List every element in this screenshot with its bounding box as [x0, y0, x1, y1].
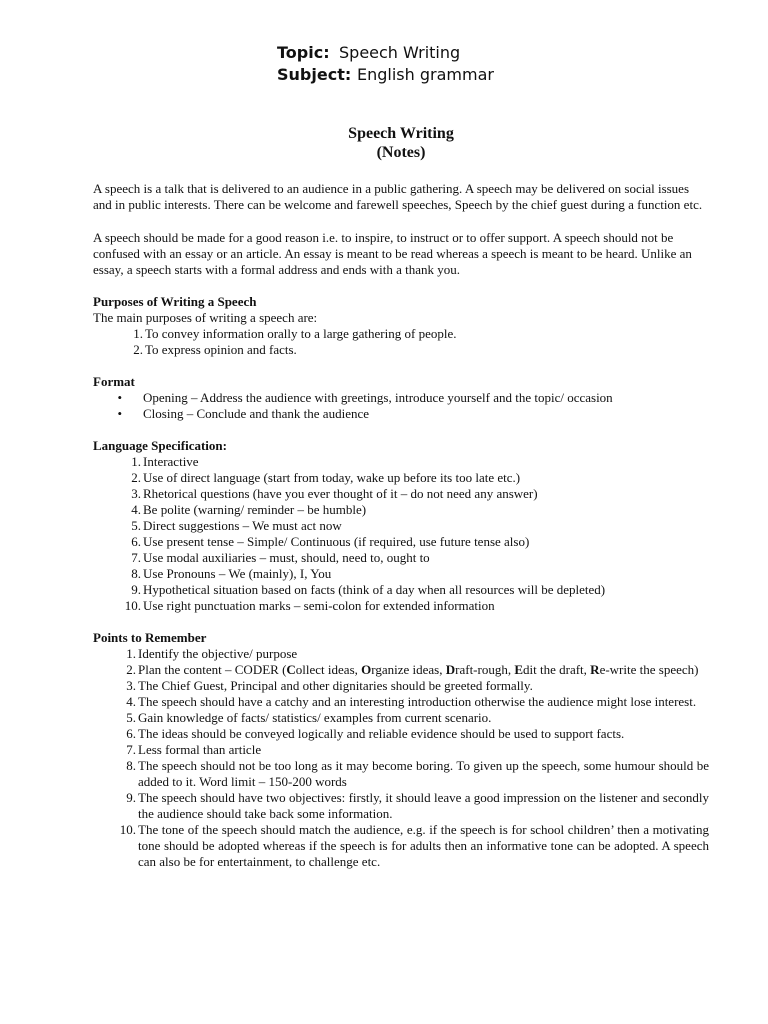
- list-item: [93, 662, 709, 678]
- document-header: [277, 42, 494, 86]
- topic-value: Speech Writing: [339, 43, 461, 62]
- list-text: Use right punctuation marks – semi-colon for extended information: [143, 598, 495, 613]
- list-number: 5.: [131, 518, 141, 533]
- list-item: [93, 758, 709, 790]
- intro-paragraph-2: A speech should be made for a good reason i.e. to inspire, to instruct or to offer support. A speech should not be confused with an essay or an article. An essay is meant to be read whereas a speech is meant to be heard. Unlike an essay, a speech starts with a formal address and ends with a thank you.: [93, 230, 692, 277]
- list-text: The speech should have a catchy and an interesting introduction otherwise the audience might lose interest.: [138, 694, 697, 709]
- list-item: [93, 646, 709, 662]
- page-subtitle: (Notes): [376, 144, 426, 161]
- subject-row: [277, 64, 494, 86]
- purposes-list: [93, 326, 709, 358]
- list-text: Use Pronouns – We (mainly), I, You: [143, 566, 332, 581]
- list-text: Be polite (warning/ reminder – be humble): [143, 502, 367, 517]
- list-text: The tone of the speech should match the audience, e.g. if the speech is for school children’ then a motivating tone should be adopted whereas if the speech is for adults then an informative tone can be adopted. A speech can also be for entertainment, to challenge etc.: [138, 822, 709, 869]
- list-item: [93, 486, 709, 502]
- coder-letter-e: E: [514, 662, 524, 677]
- document-body: [93, 124, 709, 870]
- list-number: 7.: [131, 550, 141, 565]
- list-number: 10.: [119, 822, 136, 837]
- list-text: Interactive: [143, 454, 199, 469]
- list-text: The Chief Guest, Principal and other dignitaries should be greeted formally.: [138, 678, 533, 693]
- points-list: [93, 646, 709, 870]
- list-number: 6.: [131, 534, 141, 549]
- coder-word: e-write the speech): [599, 662, 699, 677]
- list-number: 4.: [131, 502, 141, 517]
- coder-letter-r: R: [590, 662, 600, 677]
- coder-word: rganize ideas,: [371, 662, 446, 677]
- list-number: 2.: [131, 470, 141, 485]
- subject-label: Subject:: [277, 65, 352, 84]
- list-text: Use modal auxiliaries – must, should, need to, ought to: [143, 550, 430, 565]
- list-number: 2.: [133, 342, 143, 357]
- list-item: [93, 454, 709, 470]
- list-item: [93, 390, 709, 406]
- list-item: [93, 790, 709, 822]
- points-heading: Points to Remember: [93, 630, 207, 645]
- list-item: [93, 470, 709, 486]
- coder-prefix: Plan the content – CODER (: [138, 662, 287, 677]
- list-number: 3.: [131, 486, 141, 501]
- language-list: [93, 454, 709, 614]
- list-text: Less formal than article: [138, 742, 262, 757]
- list-text: Use of direct language (start from today, wake up before its too late etc.): [143, 470, 521, 485]
- list-text: The ideas should be conveyed logically and reliable evidence should be used to support facts.: [138, 726, 625, 741]
- list-number: 2.: [126, 662, 136, 677]
- list-text: Direct suggestions – We must act now: [143, 518, 342, 533]
- list-item: [93, 342, 709, 358]
- purposes-lead: The main purposes of writing a speech are:: [93, 310, 318, 325]
- list-text: To express opinion and facts.: [145, 342, 297, 357]
- list-number: 8.: [131, 566, 141, 581]
- coder-letter-o: O: [361, 662, 372, 677]
- list-text: Identify the objective/ purpose: [138, 646, 298, 661]
- list-item: [93, 534, 709, 550]
- list-item: [93, 582, 709, 598]
- bullet-icon: •: [117, 390, 122, 405]
- list-number: 9.: [126, 790, 136, 805]
- list-number: 1.: [131, 454, 141, 469]
- purposes-heading: Purposes of Writing a Speech: [93, 294, 257, 309]
- list-item: [93, 694, 709, 710]
- list-number: 1.: [133, 326, 143, 341]
- list-text: Closing – Conclude and thank the audience: [143, 406, 370, 421]
- list-item: [93, 678, 709, 694]
- list-number: 10.: [124, 598, 141, 613]
- list-item: [93, 566, 709, 582]
- page-title: Speech Writing: [348, 125, 454, 142]
- list-text: To convey information orally to a large gathering of people.: [145, 326, 457, 341]
- coder-word: raft-rough,: [455, 662, 515, 677]
- format-list: [93, 390, 709, 422]
- list-number: 9.: [131, 582, 141, 597]
- intro-paragraph-1: A speech is a talk that is delivered to an audience in a public gathering. A speech may be delivered on social issues and in public interests. There can be welcome and farewell speeches, Speech by the chief guest during a function etc.: [93, 181, 703, 212]
- list-number: 4.: [126, 694, 136, 709]
- list-text: Gain knowledge of facts/ statistics/ examples from current scenario.: [138, 710, 492, 725]
- list-number: 7.: [126, 742, 136, 757]
- coder-letter-c: C: [286, 662, 296, 677]
- list-number: 3.: [126, 678, 136, 693]
- list-text: The speech should have two objectives: firstly, it should leave a good impression on the listener and secondly the audience should take back some information.: [138, 790, 709, 821]
- list-text: The speech should not be too long as it may become boring. To given up the speech, some humour should be added to it. Word limit – 150-200 words: [138, 758, 709, 789]
- coder-word: ollect ideas,: [295, 662, 362, 677]
- coder-word: dit the draft,: [523, 662, 591, 677]
- list-item: [93, 518, 709, 534]
- bullet-icon: •: [117, 406, 122, 421]
- list-item: [93, 326, 709, 342]
- list-item: [93, 550, 709, 566]
- list-number: 5.: [126, 710, 136, 725]
- list-text: Hypothetical situation based on facts (think of a day when all resources will be depleted): [143, 582, 606, 597]
- topic-label: Topic:: [277, 43, 330, 62]
- list-text: Use present tense – Simple/ Continuous (if required, use future tense also): [143, 534, 530, 549]
- list-number: 8.: [126, 758, 136, 773]
- list-item: [93, 598, 709, 614]
- list-number: 6.: [126, 726, 136, 741]
- list-item: [93, 822, 709, 870]
- list-item: [93, 742, 709, 758]
- list-item: [93, 710, 709, 726]
- list-text: Rhetorical questions (have you ever thought of it – do not need any answer): [143, 486, 538, 501]
- coder-text: [136, 662, 709, 678]
- topic-row: [277, 42, 494, 64]
- list-item: [93, 726, 709, 742]
- language-heading: Language Specification:: [93, 438, 227, 453]
- list-item: [93, 406, 709, 422]
- format-heading: Format: [93, 374, 135, 389]
- list-item: [93, 502, 709, 518]
- coder-letter-d: D: [445, 662, 456, 677]
- list-number: 1.: [126, 646, 136, 661]
- list-text: Opening – Address the audience with greetings, introduce yourself and the topic/ occasion: [143, 390, 613, 405]
- subject-value: English grammar: [357, 65, 494, 84]
